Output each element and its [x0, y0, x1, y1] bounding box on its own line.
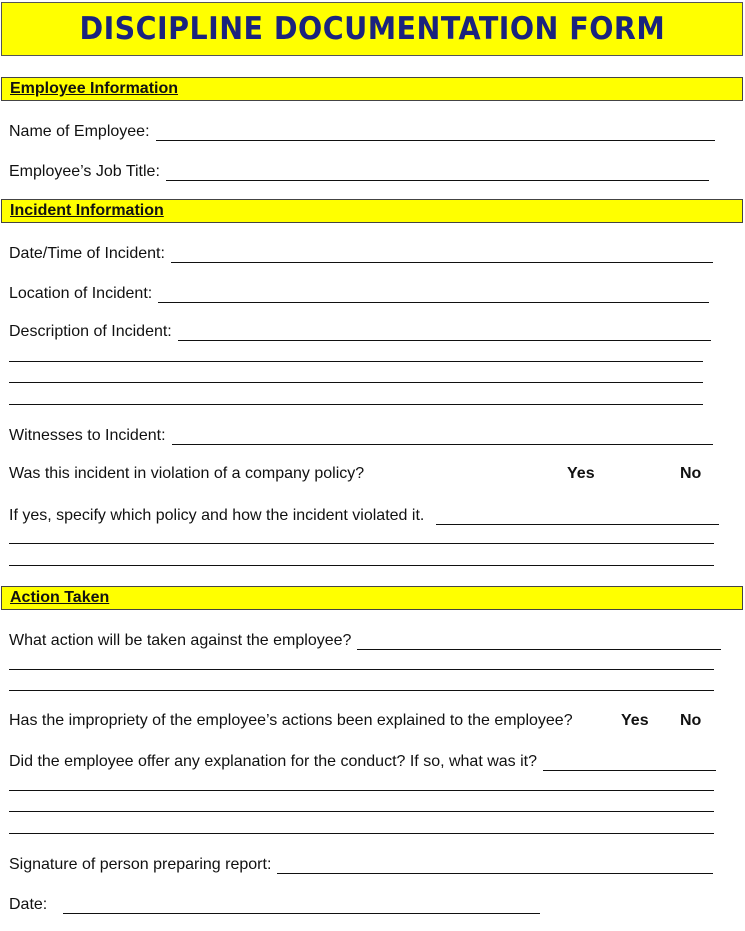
form-title-bar	[1, 2, 743, 56]
date-line[interactable]	[63, 899, 540, 914]
section-employee-information	[1, 77, 743, 101]
explained-question: Has the impropriety of the employee’s actions been explained to the employee?	[9, 712, 573, 729]
form-title: DISCIPLINE DOCUMENTATION FORM	[79, 11, 665, 47]
description-blank-line[interactable]	[9, 404, 703, 405]
section-heading: Incident Information	[10, 202, 164, 219]
description-blank-line[interactable]	[9, 361, 703, 362]
section-heading: Employee Information	[10, 80, 179, 97]
incident-datetime-line[interactable]	[171, 248, 713, 263]
date-field[interactable]	[9, 892, 540, 914]
explained-no[interactable]: No	[680, 712, 702, 729]
section-heading: Action Taken	[10, 589, 110, 606]
incident-location-label: Location of Incident:	[9, 285, 153, 302]
section-action-taken	[1, 586, 743, 610]
explanation-blank-line[interactable]	[9, 790, 714, 791]
date-label: Date:	[9, 896, 48, 913]
incident-witnesses-line[interactable]	[172, 430, 713, 445]
employee-name-field[interactable]	[9, 119, 715, 141]
incident-description-label: Description of Incident:	[9, 323, 172, 340]
employee-name-label: Name of Employee:	[9, 123, 150, 140]
incident-location-line[interactable]	[158, 288, 709, 303]
action-taken-line[interactable]	[357, 635, 721, 650]
signature-label: Signature of person preparing report:	[9, 856, 272, 873]
incident-datetime-label: Date/Time of Incident:	[9, 245, 165, 262]
signature-field[interactable]	[9, 852, 713, 874]
description-blank-line[interactable]	[9, 382, 703, 383]
action-taken-field[interactable]	[9, 628, 721, 650]
incident-location-field[interactable]	[9, 281, 709, 303]
section-incident-information	[1, 199, 743, 223]
incident-description-line[interactable]	[178, 326, 711, 341]
policy-violation-yes[interactable]: Yes	[567, 465, 595, 482]
policy-violation-no[interactable]: No	[680, 465, 702, 482]
employee-job-title-label: Employee’s Job Title:	[9, 163, 160, 180]
incident-witnesses-field[interactable]	[9, 423, 713, 445]
explained-yes[interactable]: Yes	[621, 712, 649, 729]
incident-witnesses-label: Witnesses to Incident:	[9, 427, 166, 444]
action-blank-line[interactable]	[9, 690, 714, 691]
policy-blank-line[interactable]	[9, 543, 714, 544]
employee-explanation-line[interactable]	[543, 756, 716, 771]
policy-specify-line[interactable]	[436, 510, 719, 525]
explanation-blank-line[interactable]	[9, 833, 714, 834]
employee-explanation-label: Did the employee offer any explanation for the conduct? If so, what was it?	[9, 753, 538, 770]
action-taken-label: What action will be taken against the employee?	[9, 632, 352, 649]
incident-datetime-field[interactable]	[9, 241, 713, 263]
policy-blank-line[interactable]	[9, 565, 714, 566]
policy-specify-label: If yes, specify which policy and how the incident violated it.	[9, 507, 425, 524]
employee-explanation-field[interactable]	[9, 749, 716, 771]
policy-specify-field[interactable]	[9, 503, 719, 525]
explanation-blank-line[interactable]	[9, 811, 714, 812]
signature-line[interactable]	[277, 859, 713, 874]
employee-name-line[interactable]	[156, 126, 715, 141]
action-blank-line[interactable]	[9, 669, 714, 670]
employee-job-title-field[interactable]	[9, 159, 709, 181]
employee-job-title-line[interactable]	[166, 166, 709, 181]
incident-description-field[interactable]	[9, 319, 711, 341]
policy-violation-question: Was this incident in violation of a company policy?	[9, 465, 365, 482]
